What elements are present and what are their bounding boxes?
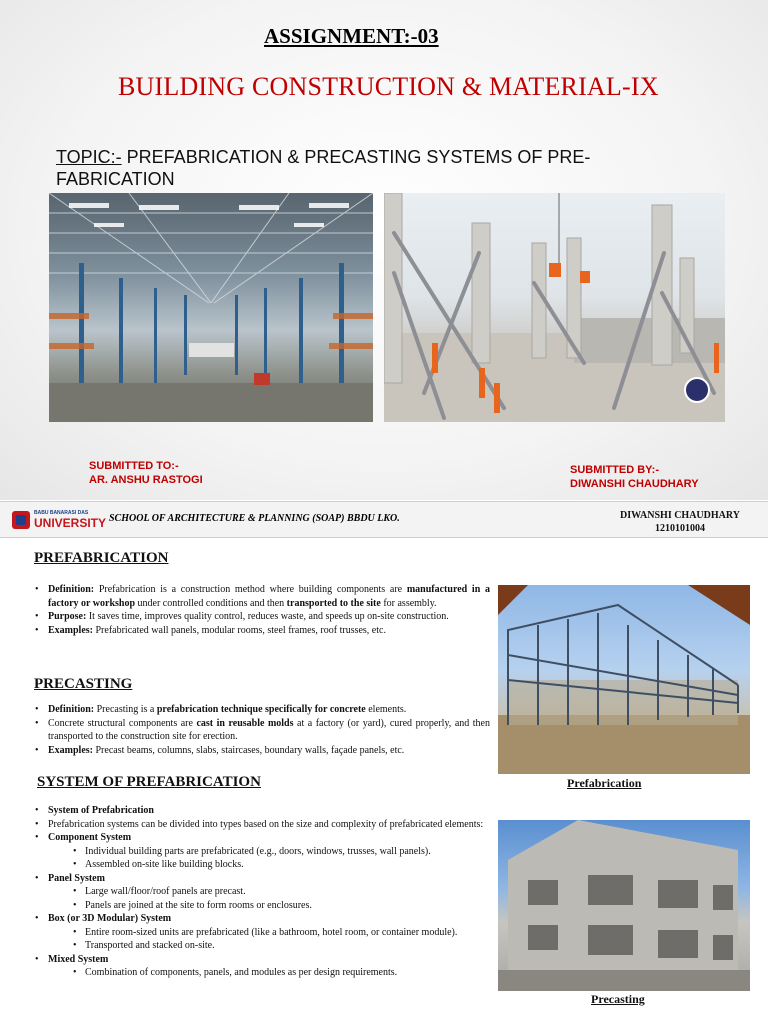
text: Transported and stacked on-site. [85, 940, 215, 951]
university-logo-icon [12, 511, 30, 529]
precasting-photo [498, 820, 750, 991]
text: Large wall/floor/roof panels are precast. [85, 886, 246, 897]
assignment-title: ASSIGNMENT:-03 [264, 24, 439, 48]
term: Examples: [48, 744, 93, 756]
logo-small-text: BABU BANARASI DAS [34, 510, 89, 516]
list-item [35, 610, 490, 624]
prefabrication-heading: PREFABRICATION [34, 550, 169, 566]
list-item [35, 858, 487, 872]
term: Purpose: [48, 611, 87, 622]
text: Entire room-sized units are prefabricated (like a bathroom, hotel room, or container module). [85, 926, 458, 938]
logo-big-text: UNIVERSITY [34, 516, 107, 530]
text: It saves time, improves quality control, reduces waste, and speeds up on-site construction. [86, 611, 449, 622]
list-item [35, 804, 487, 818]
text: Prefabrication is a construction method where building components are [94, 584, 407, 595]
term: Box (or 3D Modular) System [48, 913, 172, 924]
warehouse-interior-photo [49, 193, 373, 422]
student-name: DIWANSHI CHAUDHARY [620, 510, 740, 521]
system-list [35, 804, 487, 980]
text: Panels are joined at the site to form rooms or enclosures. [85, 899, 312, 911]
topic-label: TOPIC:- [56, 147, 122, 167]
text: elements. [365, 704, 407, 715]
prefabrication-caption: Prefabrication [567, 776, 642, 790]
submitted-to-label: SUBMITTED TO:- [89, 460, 179, 472]
submitted-by-name: DIWANSHI CHAUDHARY [570, 478, 699, 490]
text: Assembled on-site like building blocks. [85, 859, 244, 870]
list-item [35, 926, 487, 940]
list-item [35, 845, 487, 859]
term: Definition: [48, 704, 95, 715]
list-item [35, 583, 490, 610]
text: Prefabricated wall panels, modular rooms, steel frames, roof trusses, etc. [93, 624, 386, 636]
list-item [35, 966, 487, 980]
text: Combination of components, panels, and modules as per design requirements. [85, 967, 398, 978]
list-item [35, 953, 487, 967]
list-item [35, 744, 490, 758]
university-logo [12, 510, 107, 532]
term: Examples: [48, 624, 93, 636]
prefabrication-list [35, 583, 490, 637]
list-item [35, 818, 487, 832]
term: Mixed System [48, 953, 109, 965]
term: transported to the site [286, 597, 381, 609]
text: under controlled conditions and then [135, 597, 287, 609]
roll-number: 1210101004 [655, 523, 705, 534]
topic-line [56, 146, 696, 190]
submitted-by-block [570, 463, 699, 491]
list-item [35, 624, 490, 638]
system-heading: SYSTEM OF PREFABRICATION [37, 774, 261, 790]
submitted-to-name: AR. ANSHU RASTOGI [89, 474, 203, 486]
warehouse-illustration [49, 193, 373, 422]
term: Panel System [48, 872, 105, 884]
text: Precast beams, columns, slabs, staircases, boundary walls, façade panels, etc. [93, 744, 405, 756]
steel-frame-illustration [498, 585, 750, 774]
text: for assembly. [380, 597, 437, 609]
term: System of Prefabrication [48, 805, 154, 816]
text: Individual building parts are prefabricated (e.g., doors, windows, trusses, wall panels). [85, 845, 431, 857]
list-item [35, 939, 487, 953]
list-item [35, 912, 487, 926]
list-item [35, 717, 490, 744]
student-id-block [590, 509, 768, 535]
precast-site-photo [384, 193, 725, 422]
list-item [35, 703, 490, 717]
term: Definition: [48, 584, 95, 595]
text: Concrete structural components are [48, 717, 197, 729]
precasting-heading: PRECASTING [34, 676, 133, 692]
precast-building-illustration [498, 820, 750, 991]
precasting-list [35, 703, 490, 757]
term: prefabrication technique specifically for concrete [156, 704, 366, 715]
text: Precasting is a [94, 704, 157, 715]
footer-band [0, 501, 768, 538]
precasting-caption: Precasting [591, 992, 645, 1006]
submitted-by-label: SUBMITTED BY:- [570, 464, 660, 476]
topic-text: PREFABRICATION & PRECASTING SYSTEMS OF PRE-FABRICATION [56, 147, 591, 189]
term: cast in reusable molds [196, 717, 294, 729]
prefabrication-photo [498, 585, 750, 774]
list-item [35, 885, 487, 899]
text: at a factory (or yard), cured properly, and then transported to the construction site for erection. [48, 717, 490, 742]
list-item [35, 872, 487, 886]
term: manufactured in a factory or workshop [48, 584, 490, 609]
submitted-to-block [89, 459, 203, 487]
title-slide [0, 0, 768, 500]
precast-site-illustration [384, 193, 725, 422]
school-name: SCHOOL OF ARCHITECTURE & PLANNING (SOAP) BBDU LKO. [109, 513, 400, 524]
course-title: BUILDING CONSTRUCTION & MATERIAL-IX [118, 72, 659, 101]
text: Prefabrication systems can be divided into types based on the size and complexity of prefabricated elements: [48, 818, 484, 830]
term: Component System [48, 832, 132, 843]
list-item [35, 899, 487, 913]
list-item [35, 831, 487, 845]
